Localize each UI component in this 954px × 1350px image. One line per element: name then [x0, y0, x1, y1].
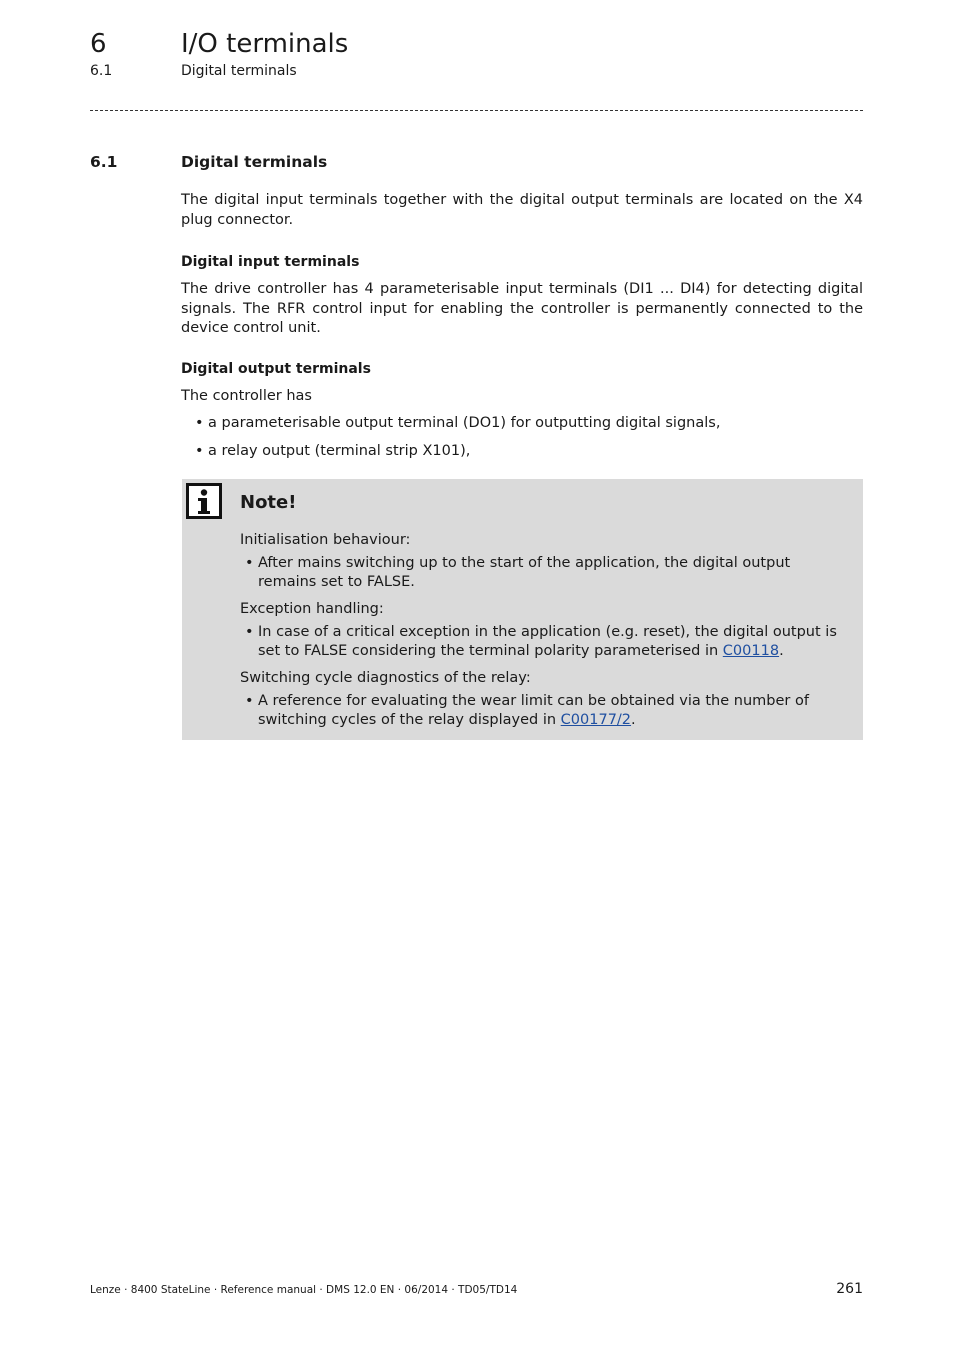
note-exception-text: In case of a critical exception in the application (e.g. reset), the digital output is set to FALSE considering the terminal polarity parameterised in [258, 624, 837, 659]
header-divider [90, 110, 863, 111]
digital-input-text: The drive controller has 4 parameterisable input terminals (DI1 ... DI4) for detecting digital signals. The RFR control input for enabling the controller is permanently connected to the device control unit. [181, 281, 863, 336]
note-title: Note! [240, 492, 297, 513]
section-title: Digital terminals [181, 153, 328, 171]
page-number: 261 [836, 1281, 863, 1297]
note-switching-label: Switching cycle diagnostics of the relay: [240, 670, 531, 686]
chapter-number: 6 [90, 29, 107, 59]
digital-output-lead: The controller has [181, 388, 312, 404]
digital-input-heading: Digital input terminals [181, 254, 360, 270]
note-init-label: Initialisation behaviour: [240, 532, 411, 548]
info-icon [186, 483, 222, 519]
list-item-text: a relay output (terminal strip X101), [208, 443, 471, 459]
note-exception-label: Exception handling: [240, 601, 384, 617]
note-switching-text: A reference for evaluating the wear limit can be obtained via the number of switching cycles of the relay displayed in [258, 693, 809, 728]
subsection-title: Digital terminals [181, 63, 297, 79]
bullet-mark: • [195, 415, 204, 431]
section-number: 6.1 [90, 153, 118, 171]
bullet-mark: • [195, 443, 204, 459]
note-switching-bullet [258, 692, 850, 730]
chapter-title: I/O terminals [181, 29, 349, 59]
link-c00177-2[interactable]: C00177/2 [560, 712, 632, 728]
note-exception-end: . [779, 643, 784, 659]
note-exception-bullet [258, 623, 850, 661]
bullet-mark: • [245, 693, 254, 709]
footer-doc-info: Lenze · 8400 StateLine · Reference manual · DMS 12.0 EN · 06/2014 · TD05/TD14 [90, 1284, 518, 1296]
note-box [182, 479, 863, 740]
note-switching-end: . [631, 712, 636, 728]
digital-output-heading: Digital output terminals [181, 361, 371, 377]
section-intro: The digital input terminals together with the digital output terminals are located on the X4 plug connector. [181, 192, 863, 228]
list-item-text: a parameterisable output terminal (DO1) for outputting digital signals, [208, 415, 721, 431]
note-init-bullet: After mains switching up to the start of the application, the digital output remains set to FALSE. [258, 555, 791, 590]
bullet-mark: • [245, 624, 254, 640]
link-c00118[interactable]: C00118 [722, 643, 780, 659]
bullet-mark: • [245, 555, 254, 571]
subsection-number: 6.1 [90, 63, 113, 79]
